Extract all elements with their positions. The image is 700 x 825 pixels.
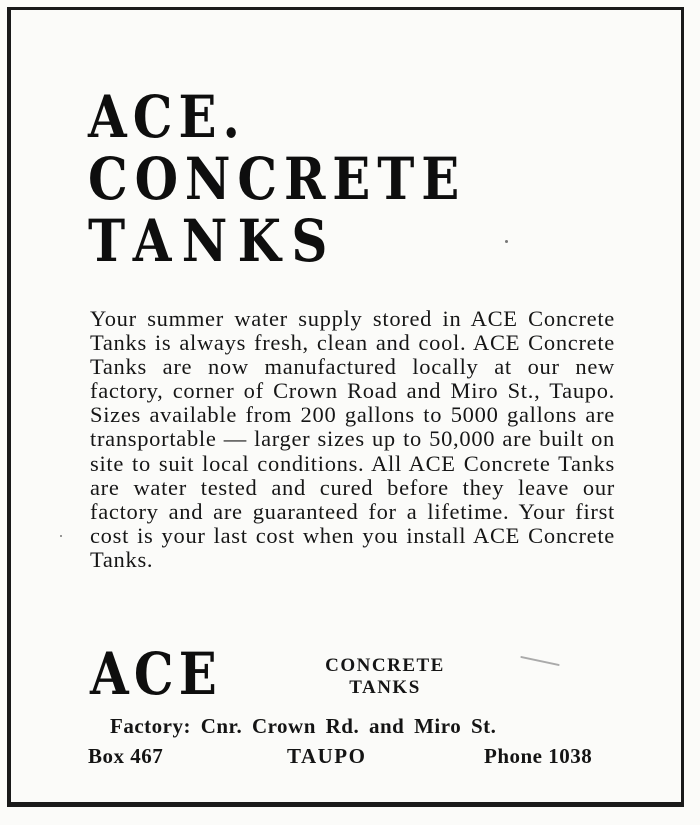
logo-subtitle bbox=[300, 655, 470, 699]
headline-tanks: TANKS bbox=[88, 207, 338, 275]
factory-address: Factory: Cnr. Crown Rd. and Miro St. bbox=[110, 714, 497, 738]
ad-body-text: Your summer water supply stored in ACE Concrete Tanks is always fresh, clean and cool. ACE Concrete Tanks are now manufactured locally at our new factory, corner of Crown Road and Miro St., Taupo. Sizes available from 200 gallons to 5000 gallons are transportable — larger sizes up to 50,000 are built on site to suit local conditions. All ACE Concrete Tanks are water tested and cured before they leave our factory and are guaranteed for a lifetime. Your first cost is your last cost when you install ACE Concrete Tanks. bbox=[90, 306, 615, 572]
logo-subtitle-line1: CONCRETE bbox=[325, 655, 445, 676]
print-speck bbox=[60, 535, 62, 537]
phone-number: Phone 1038 bbox=[484, 744, 593, 768]
logo-ace: ACE bbox=[90, 640, 222, 708]
po-box: Box 467 bbox=[88, 744, 164, 768]
headline-ace: ACE. bbox=[88, 83, 246, 151]
town-name: TAUPO bbox=[287, 744, 367, 768]
print-speck bbox=[505, 240, 508, 243]
logo-subtitle-line2: TANKS bbox=[349, 677, 421, 698]
headline-concrete: CONCRETE bbox=[88, 145, 467, 213]
